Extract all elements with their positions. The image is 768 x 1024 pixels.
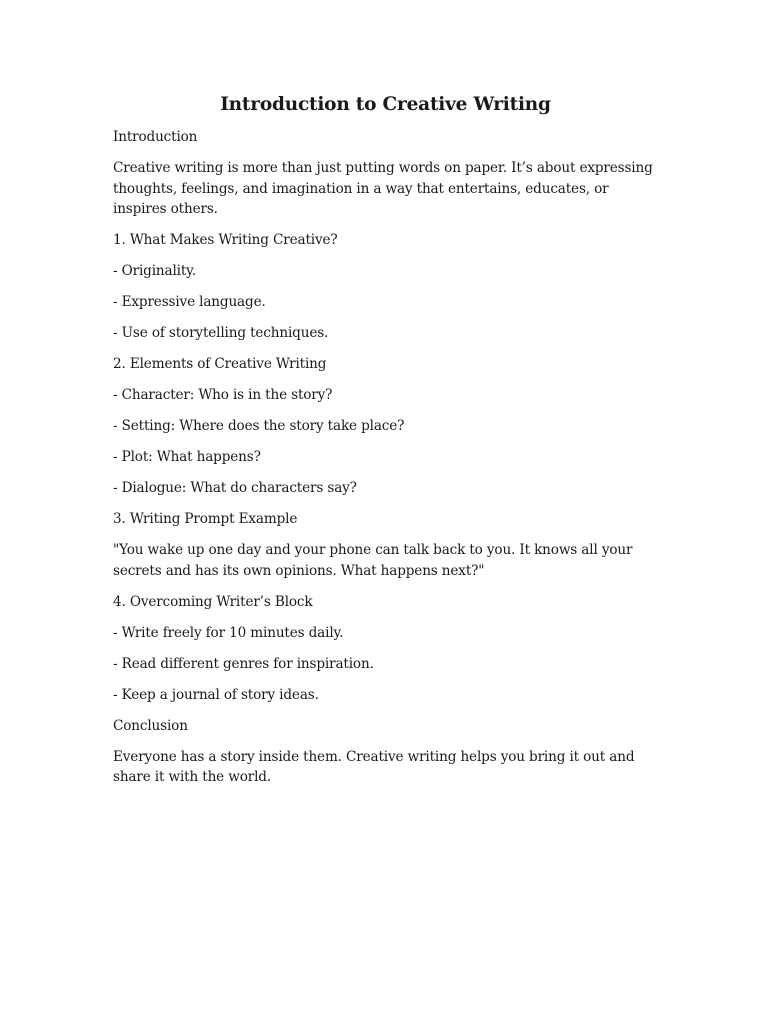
document-body xyxy=(113,92,658,798)
intro-paragraph: Creative writing is more than just putting words on paper. It’s about expressing thoughts, feelings, and imagination in a way that entertains, educates, or inspires others. xyxy=(113,160,653,217)
list-item: - Originality. xyxy=(113,263,197,279)
list-item: - Plot: What happens? xyxy=(113,449,261,465)
list-item: - Read different genres for inspiration. xyxy=(113,655,374,672)
intro-heading: Introduction xyxy=(113,129,198,145)
document-title: Introduction to Creative Writing xyxy=(220,94,551,115)
conclusion-paragraph: Everyone has a story inside them. Creative writing helps you bring it out and share it with the world. xyxy=(113,748,635,785)
section-3-heading: 3. Writing Prompt Example xyxy=(113,511,298,527)
list-item: - Write freely for 10 minutes daily. xyxy=(113,624,344,641)
section-2-heading: 2. Elements of Creative Writing xyxy=(113,356,327,372)
list-item: - Setting: Where does the story take place? xyxy=(113,418,405,434)
list-item: - Keep a journal of story ideas. xyxy=(113,686,319,703)
list-item: - Dialogue: What do characters say? xyxy=(113,480,357,496)
section-4-heading: 4. Overcoming Writer’s Block xyxy=(113,593,313,610)
conclusion-heading: Conclusion xyxy=(113,717,188,734)
list-item: - Character: Who is in the story? xyxy=(113,387,333,403)
list-item: - Use of storytelling techniques. xyxy=(113,325,329,341)
section-1-heading: 1. What Makes Writing Creative? xyxy=(113,232,338,248)
writing-prompt: "You wake up one day and your phone can talk back to you. It knows all your secrets and has its own opinions. What happens next?" xyxy=(113,542,633,579)
list-item: - Expressive language. xyxy=(113,294,266,310)
